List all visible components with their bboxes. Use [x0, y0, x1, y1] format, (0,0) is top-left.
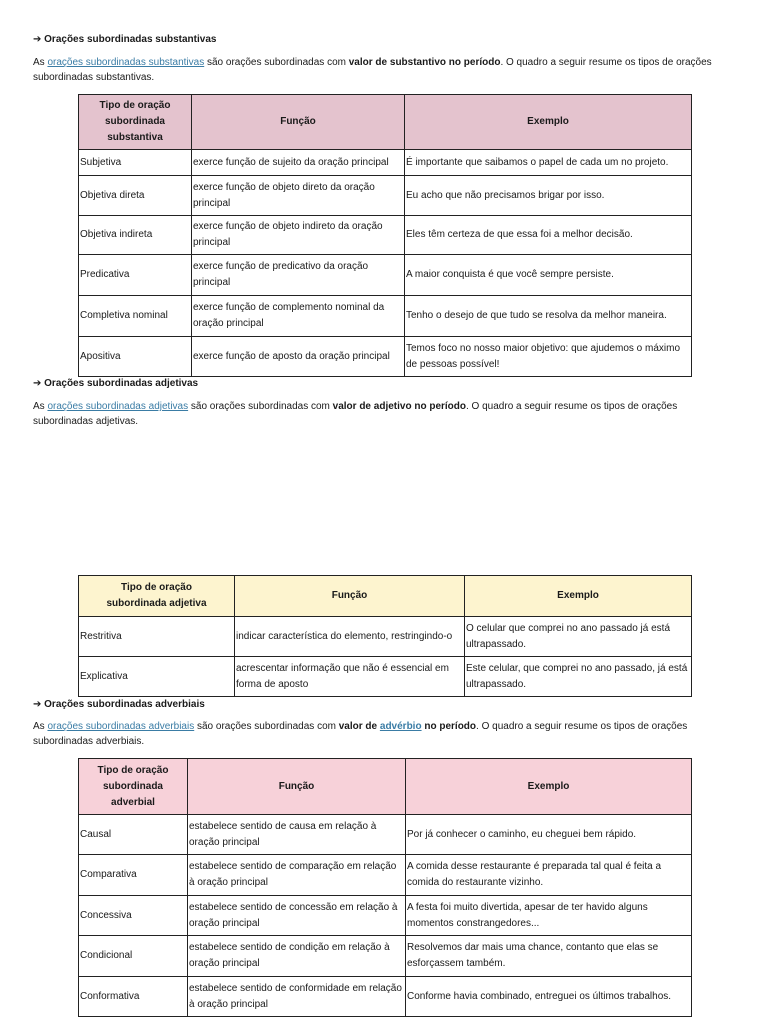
intro-text: . O quadro a seguir resume os tipos de orações subordinadas adjetivas.	[33, 401, 678, 427]
cell-tipo: Apositiva	[79, 337, 192, 377]
link-oracoes-adjetivas[interactable]: orações subordinadas adjetivas	[47, 401, 189, 412]
cell-funcao: exerce função de objeto indireto da oração principal	[192, 216, 405, 255]
cell-tipo: Completiva nominal	[79, 296, 192, 337]
cell-exemplo: A maior conquista é que você sempre persiste.	[405, 255, 692, 296]
cell-funcao: exerce função de complemento nominal da oração principal	[192, 296, 405, 337]
section-heading-adverbiais: ➔ Orações subordinadas adverbiais	[33, 699, 205, 710]
link-adverbio[interactable]: advérbio	[379, 721, 422, 732]
table-row	[79, 176, 692, 216]
cell-funcao: acrescentar informação que não é essencial em forma de aposto	[235, 657, 465, 697]
table-row	[79, 977, 692, 1017]
cell-funcao: estabelece sentido de comparação em relação à oração principal	[188, 855, 406, 896]
cell-funcao: estabelece sentido de concessão em relação à oração principal	[188, 896, 406, 936]
cell-tipo: Causal	[79, 815, 188, 855]
cell-exemplo: Temos foco no nosso maior objetivo: que ajudemos o máximo de pessoas possível!	[405, 337, 692, 377]
cell-funcao: estabelece sentido de condição em relação à oração principal	[188, 936, 406, 977]
table-substantivas	[78, 94, 692, 377]
cell-exemplo: É importante que saibamos o papel de cada um no projeto.	[405, 150, 692, 176]
intro-bold: no período	[421, 721, 477, 732]
cell-exemplo: Este celular, que comprei no ano passado, já está ultrapassado.	[465, 657, 692, 697]
intro-text: são orações subordinadas com	[194, 721, 339, 732]
cell-exemplo: Tenho o desejo de que tudo se resolva da melhor maneira.	[405, 296, 692, 337]
table-row	[79, 296, 692, 337]
cell-exemplo: A comida desse restaurante é preparada tal qual é feita a comida do restaurante vizinho.	[406, 855, 692, 896]
table-row	[79, 150, 692, 176]
table-row	[79, 337, 692, 377]
cell-funcao: exerce função de sujeito da oração principal	[192, 150, 405, 176]
cell-funcao: exerce função de aposto da oração principal	[192, 337, 405, 377]
table-row	[79, 936, 692, 977]
table-row	[79, 617, 692, 657]
table-header-row	[79, 759, 692, 815]
table-adverbiais	[78, 758, 692, 1017]
header-exemplo: Exemplo	[405, 95, 692, 150]
cell-tipo: Predicativa	[79, 255, 192, 296]
cell-funcao: exerce função de objeto direto da oração principal	[192, 176, 405, 216]
cell-tipo: Concessiva	[79, 896, 188, 936]
header-tipo: Tipo de oração subordinada adverbial	[79, 759, 188, 815]
table-row	[79, 896, 692, 936]
section-heading-adjetivas: ➔ Orações subordinadas adjetivas	[33, 378, 199, 389]
cell-tipo: Conformativa	[79, 977, 188, 1017]
header-tipo: Tipo de oração subordinada adjetiva	[79, 576, 235, 617]
header-funcao: Função	[192, 95, 405, 150]
intro-paragraph-substantivas	[33, 55, 733, 85]
cell-funcao: estabelece sentido de conformidade em relação à oração principal	[188, 977, 406, 1017]
link-oracoes-adverbiais[interactable]: orações subordinadas adverbiais	[47, 721, 195, 732]
cell-tipo: Condicional	[79, 936, 188, 977]
intro-bold: valor de	[338, 721, 380, 732]
cell-funcao: exerce função de predicativo da oração principal	[192, 255, 405, 296]
intro-text: . O quadro a seguir resume os tipos de orações subordinadas substantivas.	[33, 57, 712, 83]
intro-bold: valor de substantivo no período	[348, 57, 501, 68]
intro-text: são orações subordinadas com	[204, 57, 349, 68]
cell-exemplo: Eles têm certeza de que essa foi a melhor decisão.	[405, 216, 692, 255]
table-row	[79, 815, 692, 855]
cell-exemplo: Eu acho que não precisamos brigar por isso.	[405, 176, 692, 216]
intro-text: As	[33, 401, 48, 412]
cell-funcao: indicar característica do elemento, restringindo-o	[235, 617, 465, 657]
intro-text: são orações subordinadas com	[188, 401, 333, 412]
intro-bold: valor de adjetivo no período	[332, 401, 466, 412]
header-tipo: Tipo de oração subordinada substantiva	[79, 95, 192, 150]
cell-exemplo: Conforme havia combinado, entreguei os últimos trabalhos.	[406, 977, 692, 1017]
cell-tipo: Objetiva direta	[79, 176, 192, 216]
intro-text: As	[33, 721, 48, 732]
table-row	[79, 255, 692, 296]
intro-paragraph-adjetivas	[33, 399, 733, 429]
table-header-row	[79, 576, 692, 617]
intro-paragraph-adverbiais	[33, 719, 733, 749]
cell-tipo: Explicativa	[79, 657, 235, 697]
intro-text: As	[33, 57, 48, 68]
cell-tipo: Comparativa	[79, 855, 188, 896]
header-funcao: Função	[235, 576, 465, 617]
table-row	[79, 657, 692, 697]
cell-tipo: Restritiva	[79, 617, 235, 657]
table-header-row	[79, 95, 692, 150]
cell-exemplo: Resolvemos dar mais uma chance, contanto que elas se esforçassem também.	[406, 936, 692, 977]
header-exemplo: Exemplo	[406, 759, 692, 815]
table-adjetivas	[78, 575, 692, 697]
intro-text: . O quadro a seguir resume os tipos de orações subordinadas adverbiais.	[33, 721, 688, 747]
link-oracoes-substantivas[interactable]: orações subordinadas substantivas	[47, 57, 205, 68]
table-row	[79, 855, 692, 896]
cell-exemplo: Por já conhecer o caminho, eu cheguei bem rápido.	[406, 815, 692, 855]
cell-tipo: Objetiva indireta	[79, 216, 192, 255]
header-exemplo: Exemplo	[465, 576, 692, 617]
cell-tipo: Subjetiva	[79, 150, 192, 176]
cell-exemplo: O celular que comprei no ano passado já está ultrapassado.	[465, 617, 692, 657]
table-row	[79, 216, 692, 255]
cell-funcao: estabelece sentido de causa em relação à oração principal	[188, 815, 406, 855]
cell-exemplo: A festa foi muito divertida, apesar de ter havido alguns momentos constrangedores...	[406, 896, 692, 936]
header-funcao: Função	[188, 759, 406, 815]
section-heading-substantivas: ➔ Orações subordinadas substantivas	[33, 34, 217, 45]
